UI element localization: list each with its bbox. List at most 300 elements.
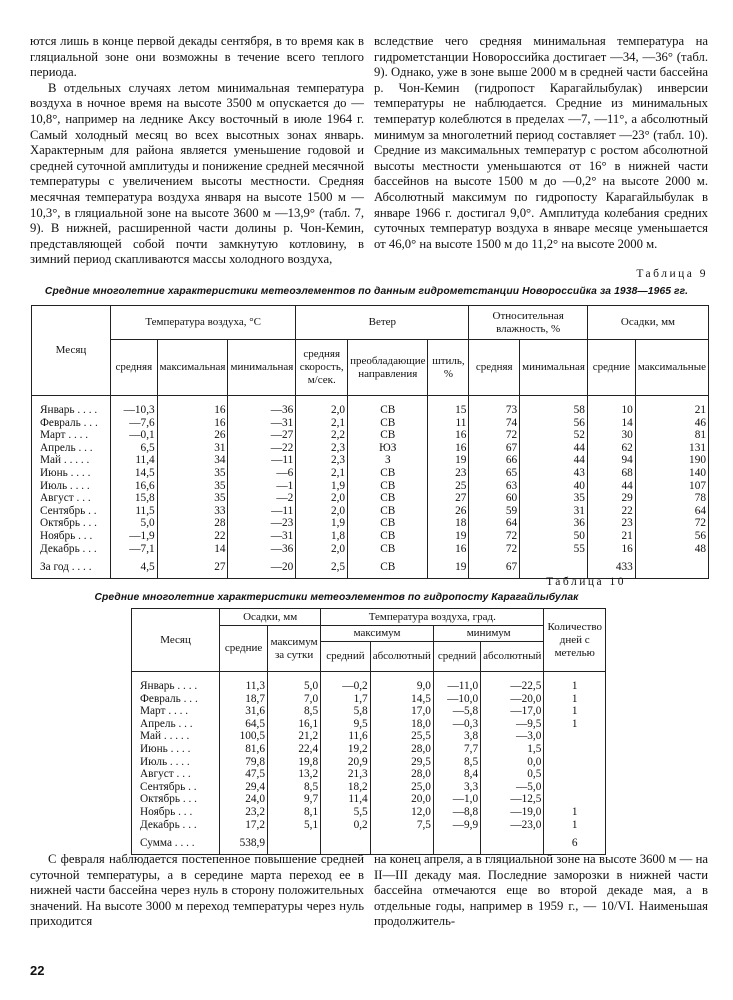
table-cell: СВ [348, 467, 428, 480]
table-cell: 35 [520, 492, 588, 505]
table-row [132, 718, 606, 731]
table-cell: 131 [635, 442, 708, 455]
table-cell [544, 768, 606, 781]
table-cell: З [348, 454, 428, 467]
header-temp-mean: средняя [110, 340, 157, 396]
table-cell: —20,0 [481, 693, 544, 706]
table-cell: 8,4 [433, 768, 480, 781]
table-cell: 3,8 [433, 730, 480, 743]
table-cell: 190 [635, 454, 708, 467]
row-label: Февраль . . . [32, 417, 111, 430]
row-label: Апрель . . . [32, 442, 111, 455]
table-cell: —9,9 [433, 819, 480, 832]
header-humidity-min: минимальная [520, 340, 588, 396]
table-total-row [32, 555, 709, 578]
table-cell: 19,8 [268, 756, 321, 769]
table-cell: 5,0 [268, 672, 321, 693]
table-cell: 13,2 [268, 768, 321, 781]
table-cell: —11,0 [433, 672, 480, 693]
table-cell: 34 [157, 454, 228, 467]
table-cell: 14 [587, 417, 635, 430]
table-cell: 64 [469, 517, 520, 530]
table-cell: 67 [469, 555, 520, 578]
table-cell: 2,1 [296, 417, 348, 430]
table-cell [268, 831, 321, 854]
header-precipitation: Осадки, мм [587, 306, 708, 340]
top-text-left-column [30, 34, 364, 268]
table-cell: 62 [587, 442, 635, 455]
paragraph: ются лишь в конце первой декады сентября, в то время как в гляциальной зоне они возможны в течение всего теплого периода. [30, 34, 364, 80]
table-cell: 0,5 [481, 768, 544, 781]
table-cell: 21,3 [321, 768, 371, 781]
table-cell: —0,2 [321, 672, 371, 693]
table-cell: 5,1 [268, 819, 321, 832]
table-row [132, 819, 606, 832]
table-cell: СВ [348, 517, 428, 530]
table-cell: —9,5 [481, 718, 544, 731]
table-cell: —1,9 [110, 530, 157, 543]
table-cell: 2,0 [296, 505, 348, 518]
table-cell: 31 [520, 505, 588, 518]
table-cell: 9,5 [321, 718, 371, 731]
table-cell: —11 [228, 454, 296, 467]
bottom-text [30, 852, 708, 930]
table-cell: —5,0 [481, 781, 544, 794]
row-label: Октябрь . . . [132, 793, 220, 806]
table-cell: 2,0 [296, 543, 348, 556]
table-cell: 81,6 [220, 743, 268, 756]
table-cell: —17,0 [481, 705, 544, 718]
table-cell: 2,1 [296, 467, 348, 480]
row-label: Июль . . . . [132, 756, 220, 769]
row-label: Июнь . . . . [132, 743, 220, 756]
table-cell: 19 [428, 530, 469, 543]
table-cell: 17,2 [220, 819, 268, 832]
paragraph: С февраля наблюдается постепенное повышение средней суточной температуры, а в середине марта переход ее в нижней части бассейна через нуль в сторону положительных значений. На высоте 3000 м переход температуры через нуль приходится [30, 852, 364, 929]
table-cell: —27 [228, 429, 296, 442]
table-cell: —8,8 [433, 806, 480, 819]
row-label: Октябрь . . . [32, 517, 111, 530]
table-cell: 12,0 [370, 806, 433, 819]
top-text [30, 34, 708, 268]
table-cell: 16 [428, 442, 469, 455]
table-cell: —31 [228, 530, 296, 543]
table-cell: 14,5 [110, 467, 157, 480]
table-row [32, 429, 709, 442]
table-cell: 11 [428, 417, 469, 430]
table-cell: 1 [544, 806, 606, 819]
page-number: 22 [30, 963, 45, 978]
table-cell: 11,3 [220, 672, 268, 693]
table-cell: 1 [544, 693, 606, 706]
header-temp-max: максимальная [157, 340, 228, 396]
table-cell [544, 756, 606, 769]
table-cell: 20,9 [321, 756, 371, 769]
table-cell: 9,7 [268, 793, 321, 806]
table-cell: СВ [348, 396, 428, 417]
table-cell: 5,8 [321, 705, 371, 718]
table-cell: 35 [157, 467, 228, 480]
table-cell: —1 [228, 480, 296, 493]
table-cell: 21 [587, 530, 635, 543]
table-cell: 25 [428, 480, 469, 493]
row-label: Январь . . . . [32, 396, 111, 417]
table-cell: 50 [520, 530, 588, 543]
table-cell: 14,5 [370, 693, 433, 706]
table-cell: —0,1 [110, 429, 157, 442]
table-9-caption: Средние многолетние характеристики метеоэлементов по данным гидрометстанции Новороссийка за 1938—1965 гг. [44, 286, 689, 297]
table-10 [131, 608, 606, 855]
table-cell: 67 [469, 442, 520, 455]
row-label: За год . . . . [32, 555, 111, 578]
table-cell: —36 [228, 543, 296, 556]
table-row [32, 492, 709, 505]
table-cell: 1,8 [296, 530, 348, 543]
table-row [32, 467, 709, 480]
table-cell: —10,3 [110, 396, 157, 417]
table-cell: 28,0 [370, 743, 433, 756]
row-label: Сумма . . . . [132, 831, 220, 854]
table-cell: —7,1 [110, 543, 157, 556]
table-cell: 29 [587, 492, 635, 505]
row-label: Апрель . . . [132, 718, 220, 731]
table-cell: 79,8 [220, 756, 268, 769]
table-cell: СВ [348, 480, 428, 493]
table-cell: 18 [428, 517, 469, 530]
table-cell: 74 [469, 417, 520, 430]
table-cell [433, 831, 480, 854]
table-cell: СВ [348, 492, 428, 505]
table-cell: 8,5 [268, 705, 321, 718]
bottom-text-right-column [374, 852, 708, 930]
table-cell: 23 [428, 467, 469, 480]
table-cell: 43 [520, 467, 588, 480]
table-cell: 73 [469, 396, 520, 417]
header-temp-max: максимум [321, 626, 434, 642]
table-cell: 0,2 [321, 819, 371, 832]
table-cell: 2,0 [296, 396, 348, 417]
row-label: Февраль . . . [132, 693, 220, 706]
table-cell: 2,2 [296, 429, 348, 442]
table-cell: 18,2 [321, 781, 371, 794]
header-humidity-mean: средняя [469, 340, 520, 396]
table-cell: 1 [544, 819, 606, 832]
table-cell [481, 831, 544, 854]
header-min-absolute: абсолютный [481, 642, 544, 672]
table-cell: 6,5 [110, 442, 157, 455]
table-cell: 7,7 [433, 743, 480, 756]
table-cell: 23,2 [220, 806, 268, 819]
table-cell: 8,5 [268, 781, 321, 794]
table-cell: 22 [587, 505, 635, 518]
table-cell: 64,5 [220, 718, 268, 731]
table-row [32, 396, 709, 417]
table-cell: 1 [544, 705, 606, 718]
table-cell: 2,3 [296, 442, 348, 455]
table-row [132, 793, 606, 806]
table-cell: 29,4 [220, 781, 268, 794]
table-cell: 56 [520, 417, 588, 430]
table-cell [544, 793, 606, 806]
table-cell: —0,3 [433, 718, 480, 731]
row-label: Июнь . . . . [32, 467, 111, 480]
table-cell: СВ [348, 429, 428, 442]
table-cell: 68 [587, 467, 635, 480]
table-row [132, 730, 606, 743]
table-cell [635, 555, 708, 578]
table-cell: —5,8 [433, 705, 480, 718]
row-label: Декабрь . . . [132, 819, 220, 832]
table-cell: —2 [228, 492, 296, 505]
header-humidity: Относительная влажность, % [469, 306, 588, 340]
table-cell: 1 [544, 672, 606, 693]
row-label: Март . . . . [32, 429, 111, 442]
table-cell: 1,5 [481, 743, 544, 756]
table-cell: —11 [228, 505, 296, 518]
table-cell: 44 [587, 480, 635, 493]
table-cell: 9,0 [370, 672, 433, 693]
table-cell: 16 [587, 543, 635, 556]
table-cell: 22 [157, 530, 228, 543]
row-label: Ноябрь . . . [32, 530, 111, 543]
table-cell: 26 [157, 429, 228, 442]
table-cell: —31 [228, 417, 296, 430]
table-cell: 1 [544, 718, 606, 731]
table-row [132, 768, 606, 781]
header-wind-speed: средняя скорость, м/сек. [296, 340, 348, 396]
table-cell: 28,0 [370, 768, 433, 781]
table-row [132, 781, 606, 794]
header-temperature: Температура воздуха, °С [110, 306, 295, 340]
table-cell: 18,0 [370, 718, 433, 731]
table-cell: —12,5 [481, 793, 544, 806]
table-cell: СВ [348, 417, 428, 430]
table-cell: 17,0 [370, 705, 433, 718]
table-cell: —22 [228, 442, 296, 455]
table-9-label: Таблица 9 [636, 268, 708, 280]
table-cell: 19 [428, 555, 469, 578]
table-cell: СВ [348, 543, 428, 556]
table-cell: 81 [635, 429, 708, 442]
table-cell: —20 [228, 555, 296, 578]
table-cell: 21 [635, 396, 708, 417]
table-cell: 52 [520, 429, 588, 442]
table-row [132, 756, 606, 769]
paragraph: на конец апреля, а в гляциальной зоне на высоте 3600 м — на II—III декаду мая. Последние заморозки в нижней части бассейна отмечаются еще во второй декаде мая, а в отдельные годы, например в 1959 г., — 10/VI. Наименьшая продолжитель- [374, 852, 708, 929]
table-cell: 2,3 [296, 454, 348, 467]
table-cell: 538,9 [220, 831, 268, 854]
table-cell: —1,0 [433, 793, 480, 806]
row-label: Сентябрь . . [132, 781, 220, 794]
table-cell: ЮЗ [348, 442, 428, 455]
table-cell: 59 [469, 505, 520, 518]
table-cell: 72 [635, 517, 708, 530]
table-cell: 60 [469, 492, 520, 505]
table-cell: 56 [635, 530, 708, 543]
table-cell: СВ [348, 505, 428, 518]
table-cell: 16,1 [268, 718, 321, 731]
table-cell: 11,5 [110, 505, 157, 518]
table-cell: 64 [635, 505, 708, 518]
table-cell: 27 [157, 555, 228, 578]
table-cell: 100,5 [220, 730, 268, 743]
table-cell: 33 [157, 505, 228, 518]
table-cell: 2,0 [296, 492, 348, 505]
row-label: Август . . . [32, 492, 111, 505]
table-cell: 35 [157, 492, 228, 505]
row-label: Май . . . . . [32, 454, 111, 467]
header-temp-min: минимальная [228, 340, 296, 396]
table-cell: —3,0 [481, 730, 544, 743]
header-precip-daily-max: максимум за сутки [268, 626, 321, 672]
table-cell: 46 [635, 417, 708, 430]
table-row [132, 743, 606, 756]
table-cell: —23 [228, 517, 296, 530]
table-cell: 65 [469, 467, 520, 480]
top-text-right-column [374, 34, 708, 268]
table-cell: 27 [428, 492, 469, 505]
table-cell: 44 [520, 454, 588, 467]
table-cell: 14 [157, 543, 228, 556]
table-cell: 18,7 [220, 693, 268, 706]
table-row [132, 672, 606, 693]
table-cell: 16 [157, 417, 228, 430]
header-blizzard-days: Количество дней с метелью [544, 609, 606, 672]
table-row [132, 705, 606, 718]
table-cell [544, 730, 606, 743]
table-cell: 16 [157, 396, 228, 417]
table-row [132, 693, 606, 706]
header-precipitation: Осадки, мм [220, 609, 321, 626]
row-label: Июль . . . . [32, 480, 111, 493]
table-row [32, 417, 709, 430]
table-cell: 26 [428, 505, 469, 518]
table-cell: 40 [520, 480, 588, 493]
row-label: Ноябрь . . . [132, 806, 220, 819]
table-cell: —36 [228, 396, 296, 417]
table-cell [544, 781, 606, 794]
table-cell: 24,0 [220, 793, 268, 806]
table-cell: 5,0 [110, 517, 157, 530]
table-cell: —10,0 [433, 693, 480, 706]
table-row [32, 505, 709, 518]
table-cell: 140 [635, 467, 708, 480]
table-row [32, 543, 709, 556]
table-cell: 1,7 [321, 693, 371, 706]
header-max-mean: средний [321, 642, 371, 672]
header-precip-mean: средние [220, 626, 268, 672]
table-cell: 94 [587, 454, 635, 467]
table-cell: 72 [469, 429, 520, 442]
table-cell: 3,3 [433, 781, 480, 794]
table-cell: 20,0 [370, 793, 433, 806]
table-row [32, 480, 709, 493]
table-cell: 107 [635, 480, 708, 493]
table-cell: —7,6 [110, 417, 157, 430]
table-cell: СВ [348, 530, 428, 543]
table-cell: 16 [428, 543, 469, 556]
table-cell: 63 [469, 480, 520, 493]
row-label: Май . . . . . [132, 730, 220, 743]
table-row [132, 806, 606, 819]
table-cell: 25,5 [370, 730, 433, 743]
header-month: Месяц [132, 609, 220, 672]
row-label: Сентябрь . . [32, 505, 111, 518]
table-cell: 44 [520, 442, 588, 455]
table-cell: 8,5 [433, 756, 480, 769]
table-cell: 25,0 [370, 781, 433, 794]
table-cell [544, 743, 606, 756]
table-cell: 31,6 [220, 705, 268, 718]
table-cell: 16 [428, 429, 469, 442]
table-cell [321, 831, 371, 854]
table-cell: 6 [544, 831, 606, 854]
table-cell: 72 [469, 543, 520, 556]
table-cell: 21,2 [268, 730, 321, 743]
table-cell: 23 [587, 517, 635, 530]
paragraph: В отдельных случаях летом минимальная температура воздуха в ночное время на высоте 3500 м опускается до —10,8°, например на леднике Аксу восточный в июле 1964 г. Самый холодный месяц во всех высотных зонах январь. Характерным для района является уменьшение годовой и средней суточной амплитуды и понижение средней месячной температуры с увеличением высоты местности. Средняя месячная температура воздуха января на высоте 1500 м —10,3°, в гляциальной зоне на высоте 3600 м —13,9° (табл. 7, 9). В нижней, расширенной части долины р. Чон-Кемин, представляющей собой почти замкнутую котловину, в зимний период скапливаются массы холодного воздуха, [30, 80, 364, 267]
table-cell: 30 [587, 429, 635, 442]
table-cell [520, 555, 588, 578]
table-cell: 4,5 [110, 555, 157, 578]
table-cell: 72 [469, 530, 520, 543]
table-cell: 2,5 [296, 555, 348, 578]
table-cell: —23,0 [481, 819, 544, 832]
table-cell: 1,9 [296, 517, 348, 530]
table-cell: 15,8 [110, 492, 157, 505]
table-cell: 10 [587, 396, 635, 417]
table-cell: 0,0 [481, 756, 544, 769]
table-10-label: Таблица 10 [546, 576, 626, 588]
table-cell: 31 [157, 442, 228, 455]
header-temp-min: минимум [433, 626, 543, 642]
table-cell: 28 [157, 517, 228, 530]
table-cell [370, 831, 433, 854]
header-precip-max: максимальные [635, 340, 708, 396]
table-row [32, 442, 709, 455]
table-cell: 16,6 [110, 480, 157, 493]
header-max-absolute: абсолютный [370, 642, 433, 672]
table-cell: 19 [428, 454, 469, 467]
header-month: Месяц [32, 306, 111, 396]
header-min-mean: средний [433, 642, 480, 672]
table-cell: СВ [348, 555, 428, 578]
row-label: Март . . . . [132, 705, 220, 718]
header-wind: Ветер [296, 306, 469, 340]
row-label: Январь . . . . [132, 672, 220, 693]
table-cell: 11,4 [321, 793, 371, 806]
table-cell: 58 [520, 396, 588, 417]
row-label: Декабрь . . . [32, 543, 111, 556]
table-cell: 7,5 [370, 819, 433, 832]
table-cell: 48 [635, 543, 708, 556]
table-cell: 11,4 [110, 454, 157, 467]
table-row [32, 517, 709, 530]
table-cell: 11,6 [321, 730, 371, 743]
header-temperature: Температура воздуха, град. [321, 609, 544, 626]
table-cell: —6 [228, 467, 296, 480]
table-row [32, 454, 709, 467]
table-9 [31, 305, 709, 579]
table-cell: 7,0 [268, 693, 321, 706]
table-cell: 29,5 [370, 756, 433, 769]
paragraph: вследствие чего средняя минимальная температура на гидрометстанции Новороссийка достигает —34, —36° (табл. 9). Однако, уже в зоне выше 2000 м в средней части бассейна р. Чон-Кемин (гидропост Карагайлыбулак) инверсии температуры не наблюдается. Средние из минимальных температур колеблются в пределах —7, —11°, а абсолютный минимум за многолетний период составляет —23° (табл. 10). Средние из максимальных температур с ростом абсолютной высоты местности уменьшаются от 16° в нижней части бассейнов на высоте 1500 м до —0,2° на высоте 2000 м. Абсолютный максимум по гидропосту Карагайлыбулак в январе 1966 г. достигал 9,0°. Амплитуда колебания средних суточных температур воздуха в январе месяце уменьшается от 46,0° на высоте 1500 м до 11,2° на высоте 2000 м. [374, 34, 708, 251]
table-cell: —19,0 [481, 806, 544, 819]
table-cell: 36 [520, 517, 588, 530]
header-wind-direction: преобладающие направления [348, 340, 428, 396]
header-wind-calm: штиль, % [428, 340, 469, 396]
table-cell: 19,2 [321, 743, 371, 756]
